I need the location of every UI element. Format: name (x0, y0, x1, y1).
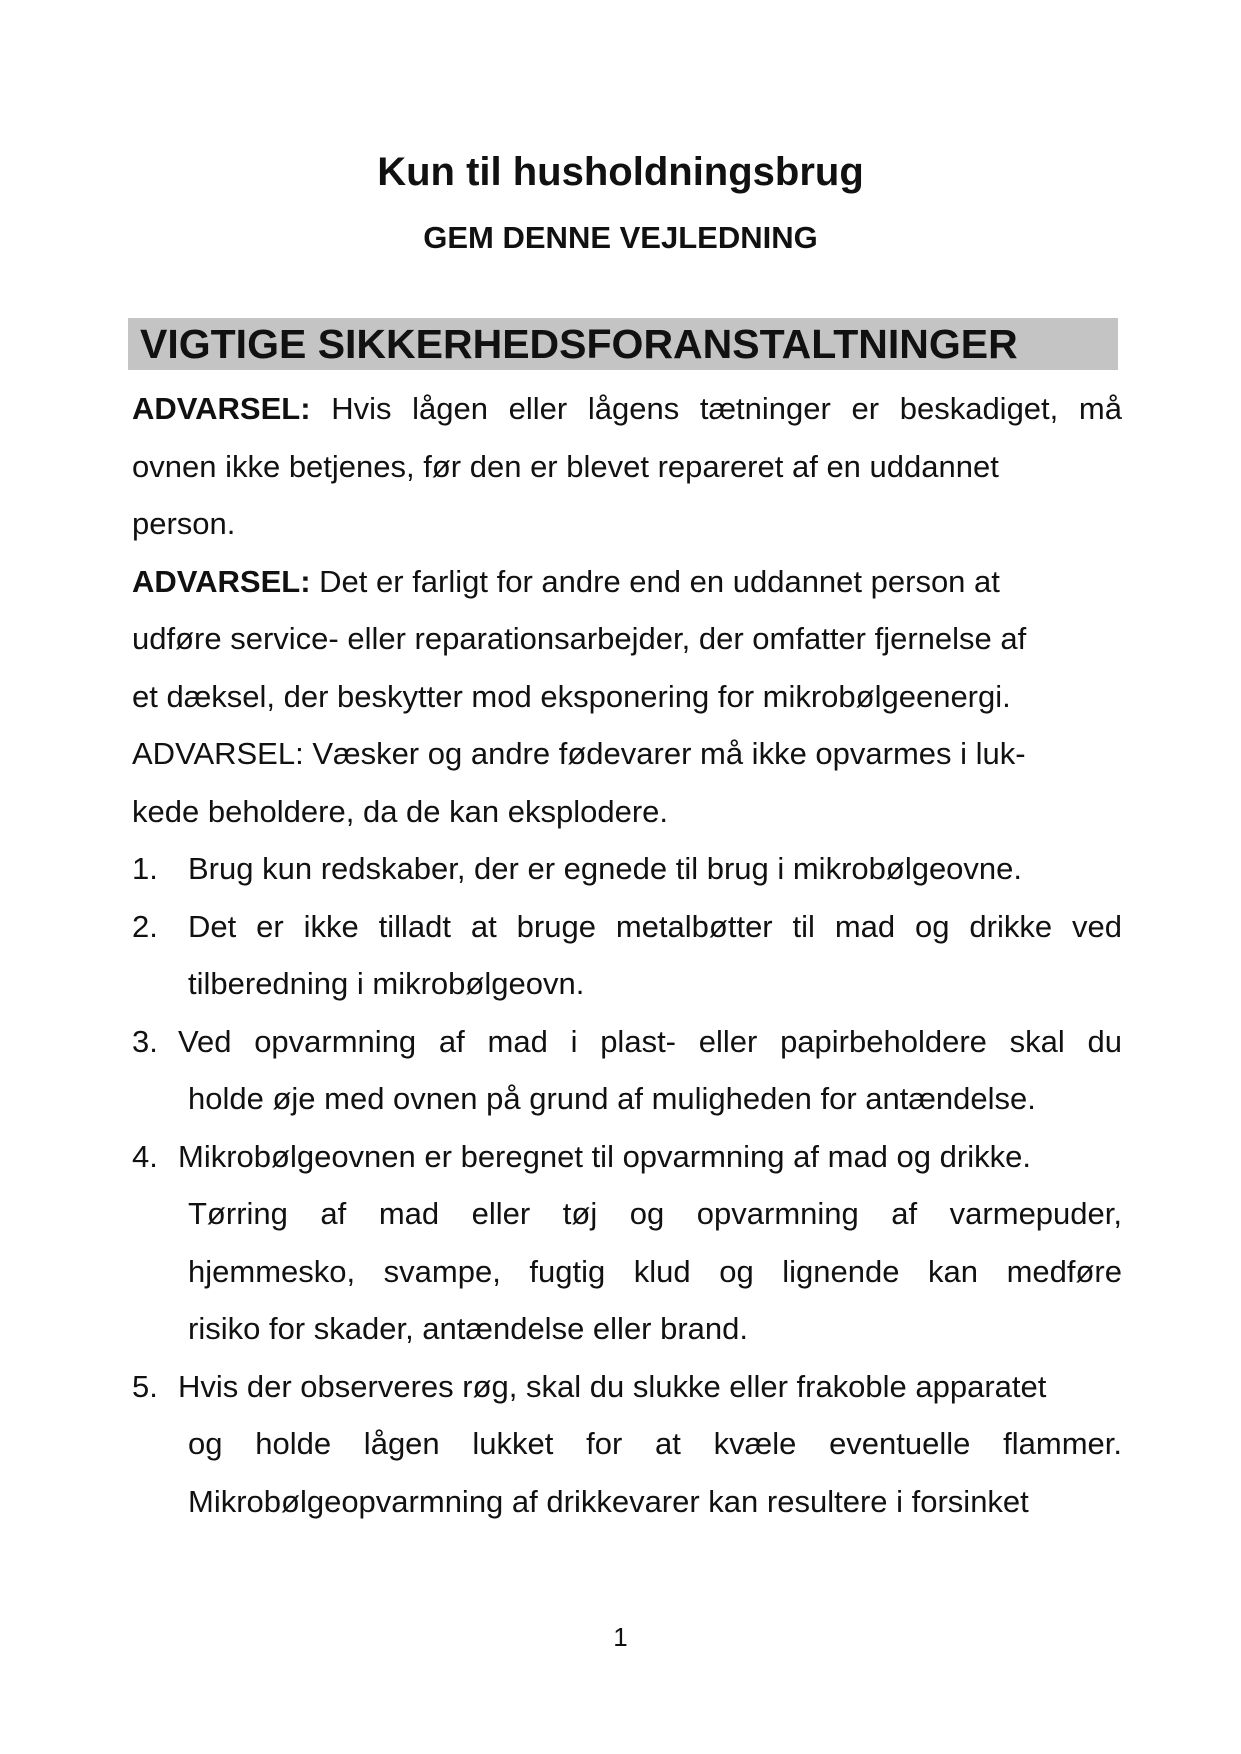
warning-line: udføre service- eller reparationsarbejder, der omfatter fjernelse af (132, 621, 1027, 656)
section-heading: VIGTIGE SIKKERHEDSFORANSTALTNINGER (140, 321, 1018, 367)
list-item: 1. Brug kun redskaber, der er egnede til brug i mikrobølgeovne. (132, 840, 1122, 898)
warning-label: ADVARSEL: (132, 563, 311, 599)
warning-line: et dæksel, der beskytter mod eksponering for mikrobølgeenergi. (132, 678, 1011, 714)
warning-line: ADVARSEL: Det er farligt for andre end en uddannet person at (132, 563, 1000, 599)
page-title: Kun til husholdningsbrug (377, 150, 864, 194)
warning-line: ADVARSEL: Hvis lågen eller lågens tætninger er beskadiget, må (132, 391, 1122, 426)
list-item-continuation: Mikrobølgeopvarmning af drikkevarer kan resultere i forsinket (188, 1483, 1029, 1519)
list-item-continuation: Tørring af mad eller tøj og opvarmning af varmepuder, (188, 1196, 1122, 1231)
list-number: 3. (132, 1023, 158, 1059)
safety-text (132, 380, 1122, 1530)
list-item-continuation: hjemmesko, svampe, fugtig klud og lignende kan medføre (188, 1253, 1122, 1289)
list-item: 3. Ved opvarmning af mad i plast- eller papirbeholdere skal du (132, 1013, 1122, 1071)
list-item-continuation: tilberedning i mikrobølgeovn. (188, 966, 585, 1001)
warning-line: ADVARSEL: Væsker og andre fødevarer må ikke opvarmes i luk- (132, 736, 1026, 771)
list-item-continuation: holde øje med ovnen på grund af muligheden for antændelse. (188, 1081, 1036, 1116)
list-number: 4. (132, 1138, 158, 1174)
page-number: 1 (613, 1622, 628, 1652)
list-number: 5. (132, 1368, 158, 1404)
warning-label: ADVARSEL: (132, 391, 311, 426)
page-subtitle: GEM DENNE VEJLEDNING (423, 220, 818, 255)
list-number: 2. (132, 908, 158, 944)
list-item-continuation: risiko for skader, antændelse eller brand. (188, 1311, 749, 1346)
list-item-continuation: og holde lågen lukket for at kvæle eventuelle flammer. (188, 1426, 1122, 1461)
list-item: 2. Det er ikke tilladt at bruge metalbøtter til mad og drikke ved (132, 898, 1122, 956)
list-item: 4. Mikrobølgeovnen er beregnet til opvarmning af mad og drikke. (132, 1128, 1122, 1186)
list-number: 1. (132, 851, 158, 886)
list-item: 5. Hvis der observeres røg, skal du slukke eller frakoble apparatet (132, 1358, 1122, 1416)
warning-line: kede beholdere, da de kan eksplodere. (132, 793, 669, 829)
warning-line: person. (132, 506, 236, 541)
warning-line: ovnen ikke betjenes, før den er blevet repareret af en uddannet (132, 448, 999, 484)
